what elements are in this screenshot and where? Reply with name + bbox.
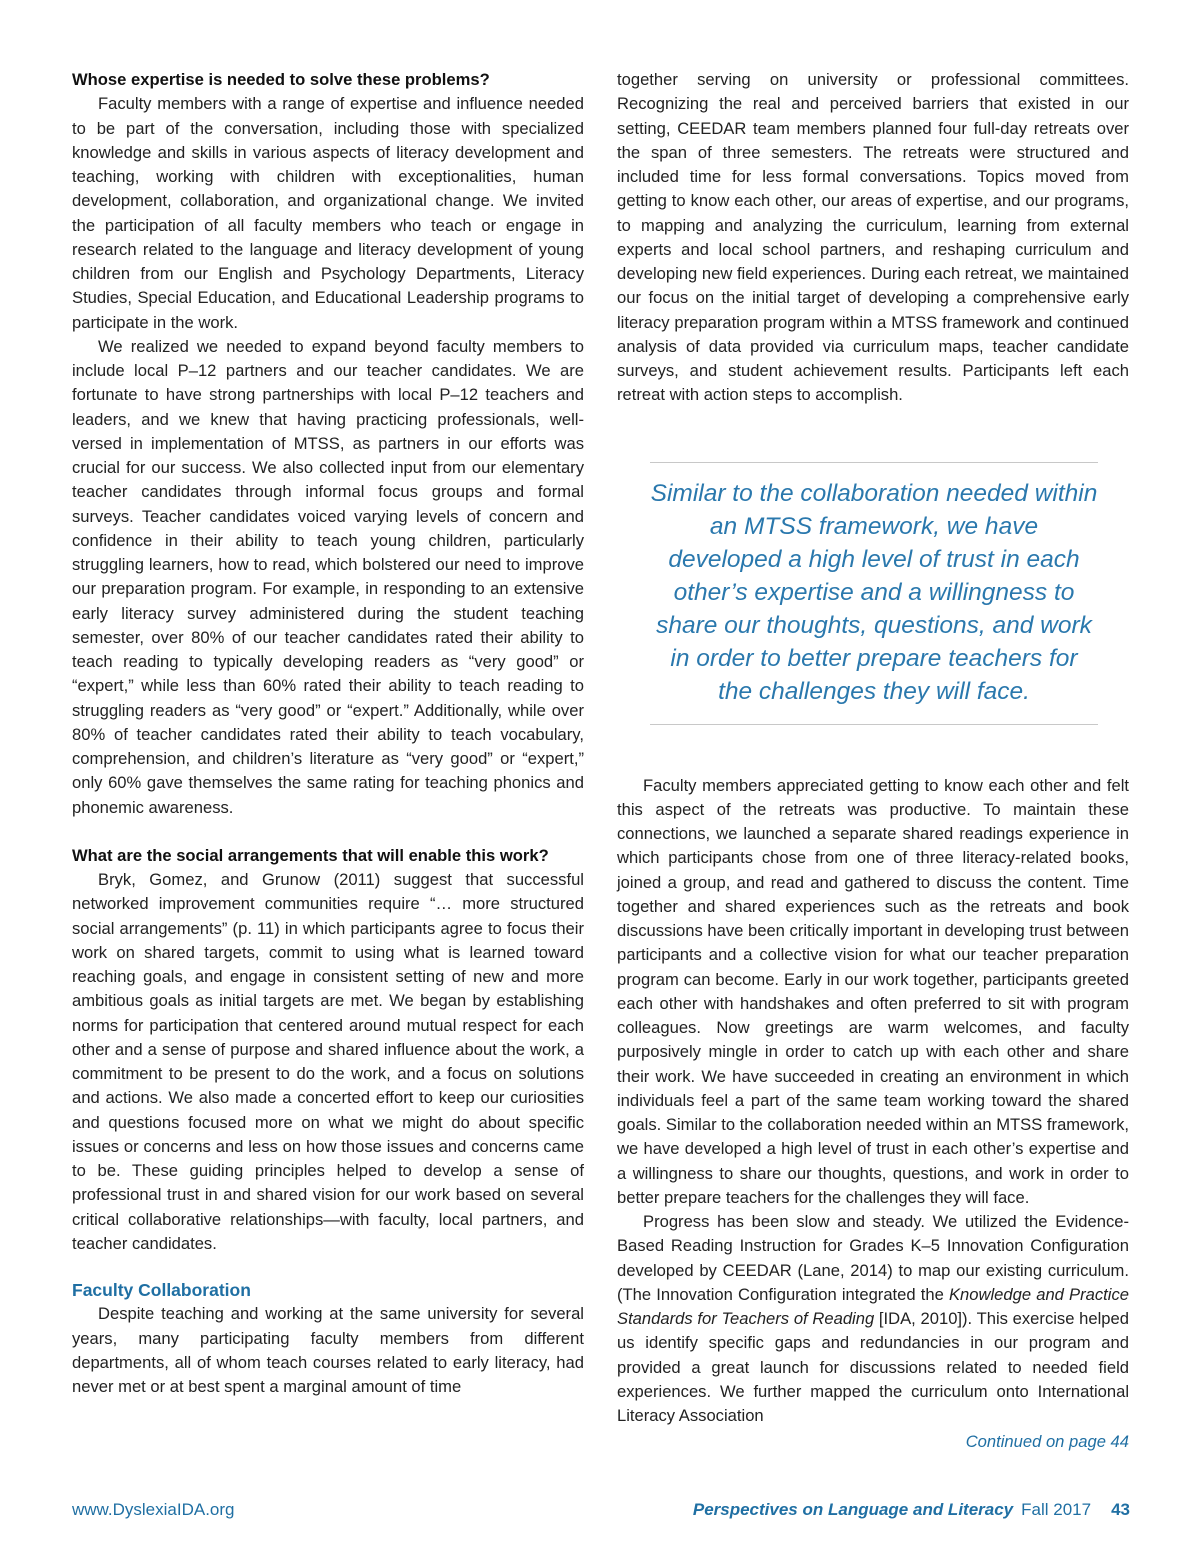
section-heading-social-arrangements: What are the social arrangements that will enable this work? — [72, 845, 549, 865]
paragraph: Faculty members appreciated getting to know each other and felt this aspect of the retreats was productive. To maintain these connections, we launched a separate shared readings experience in which participants chose from one of three literacy-related books, joined a group, and read and gathered to discuss the content. Time together and shared experiences such as the retreats and book discussions have been critically important in developing trust between participants and a collective vision for what our teacher preparation program can become. Early in our work together, participants greeted each other with handshakes and often preferred to sit with program colleagues. Now greetings are warm welcomes, and faculty purposively mingle in order to catch up with each other and share their work. We have succeeded in creating an environment in which individuals feel a part of the same team working toward the shared goals. Similar to the collaboration needed within an MTSS framework, we have developed a high level of trust in each other’s expertise and a willingness to share our thoughts, questions, and work in order to better prepare teachers for the challenges they will face. — [617, 775, 1129, 1207]
section-heading-expertise: Whose expertise is needed to solve these problems? — [72, 70, 490, 89]
paragraph: together serving on university or professional committees. Recognizing the real and perceived barriers that existed in our setting, CEEDAR team members planned four full-day retreats over the span of three semesters. The retreats were structured and included time for less formal conversations. Topics moved from getting to know each other, our areas of expertise, and our programs, to mapping and analyzing the curriculum, learning from external experts and local school partners, and reshaping curriculum and developing new field experiences. During each retreat, we maintained our focus on the initial target of developing a comprehensive early literacy preparation program within a MTSS framework and continued analysis of data provided via curriculum maps, teacher candidate surveys, and student achievement results. Participants left each retreat with action steps to accomplish. — [617, 70, 1129, 405]
paragraph: Despite teaching and working at the same university for several years, many participating faculty members from different departments, all of whom teach courses related to early literacy, had never met or at best spent a marginal amount of time — [72, 1304, 584, 1396]
right-column — [617, 68, 1129, 1455]
page-number: 43 — [1111, 1500, 1130, 1519]
website-link[interactable]: www.DyslexiaIDA.org — [72, 1500, 235, 1519]
pull-quote: Similar to the collaboration needed within an MTSS framework, we have developed a high level of trust in each other’s expertise and a willingness to share our thoughts, questions, and work in order to better prepare teachers for the challenges they will face. — [650, 462, 1098, 725]
subheading-faculty-collaboration: Faculty Collaboration — [72, 1280, 251, 1300]
paragraph: Faculty members with a range of expertise and influence needed to be part of the conversation, including those with specialized knowledge and skills in various aspects of literacy development and teaching, working with children with exceptionalities, human development, collaboration, and organizational change. We invited the participation of all faculty members who teach or engage in research related to the language and literacy development of young children from our English and Psychology Departments, Literacy Studies, Special Education, and Educational Leadership programs to participate in the work. — [72, 94, 584, 332]
continued-note: Continued on page 44 — [965, 1432, 1129, 1452]
paragraph: We realized we needed to expand beyond faculty members to include local P–12 partners and our teacher candidates. We are fortunate to have strong partnerships with local P–12 teachers and leaders, and we knew that having practicing professionals, well-versed in implementation of MTSS, as partners in our efforts was crucial for our success. We also collected input from our elementary teacher candidates through informal focus groups and formal surveys. Teacher candidates voiced varying levels of concern and confidence in their ability to teach young children, particularly struggling learners, how to read, which bolstered our need to improve our preparation program. For example, in responding to an extensive early literacy survey administered during the student teaching semester, over 80% of our teacher candidates rated their ability to teach reading to typically developing readers as “very good” or “expert,” while less than 60% rated their ability to teach reading to struggling readers as “very good” or “expert.” Additionally, while over 80% of teacher candidates rated their ability to teach vocabulary, comprehension, and children’s literature as “very good” or “expert,” only 60% gave themselves the same rating for teaching phonics and phonemic awareness. — [72, 336, 584, 817]
left-column — [72, 68, 584, 1399]
paragraph: Progress has been slow and steady. We utilized the Evidence-Based Reading Instruction for Grades K–5 Innovation Configuration developed by CEEDAR (Lane, 2014) to map our existing curriculum. (The Innovation Configuration integrated the Knowledge and Practice Standards for Teachers of Reading [IDA, 2010]). This exercise helped us identify specific gaps and redundancies in our program and provided a great launch for discussions related to needed field experiences. We further mapped the curriculum onto International Literacy Association — [617, 1212, 1129, 1425]
publication-title: Perspectives on Language and Literacy — [692, 1500, 1014, 1519]
paragraph: Bryk, Gomez, and Grunow (2011) suggest that successful networked improvement communities require “… more structured social arrangements” (p. 11) in which participants agree to focus their work on shared targets, commit to using what is learned toward reaching goals, and engage in consistent setting of new and more ambitious goals as initial targets are met. We began by establishing norms for participation that centered around mutual respect for each other and a sense of purpose and shared influence about the work, a commitment to be present to do the work, and a focus on solutions and actions. We also made a concerted effort to keep our curiosities and questions focused more on what we might do about specific issues or concerns and less on how those issues and concerns came to be. These guiding principles helped to develop a sense of professional trust in and shared vision for our work based on several critical collaborative relationships—with faculty, local partners, and teacher candidates. — [72, 870, 584, 1253]
issue-label: Fall 2017 — [1021, 1500, 1092, 1519]
footer-publication — [693, 1500, 1130, 1520]
